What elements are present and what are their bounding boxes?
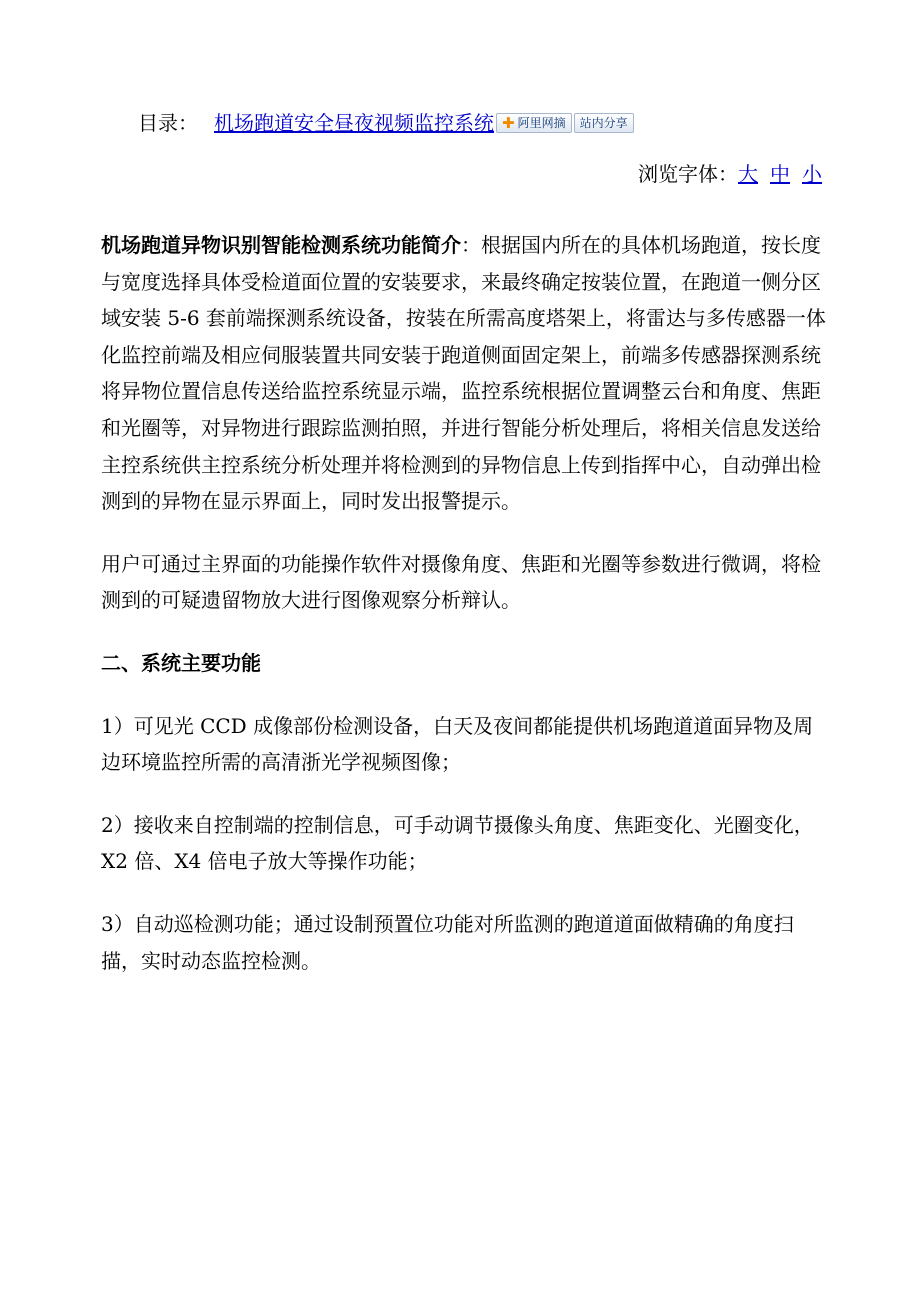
font-small-link[interactable]: 小 — [802, 162, 822, 186]
intro-text: ：根据国内所在的具体机场跑道，按长度与宽度选择具体受检道面位置的安装要求，来最终确定按装位置，在跑道一侧分区域安装 5-6 套前端探测系统设备，按装在所需高度塔架上，将雷达与多传感器一体化监控前端及相应伺服装置共同安装于跑道侧面固定架上，前端多传感器探测系统将异物位置信息传送给监控系统显示端，监控系统根据位置调整云台和角度、焦距和光圈等，对异物进行跟踪监测拍照，并进行智能分析处理后，将相关信息发送给主控系统供主控系统分析处理并将检测到的异物信息上传到指挥中心，自动弹出检测到的异物在显示界面上，同时发出报警提示。 — [101, 233, 826, 514]
share-button-label: 站内分享 — [579, 116, 628, 130]
feature-item-2: 2）接收来自控制端的控制信息，可手动调节摄像头角度、焦距变化、光圈变化，X2 倍、X4 倍电子放大等操作功能； — [101, 812, 814, 874]
article-content — [101, 227, 827, 979]
intro-heading: 机场跑道异物识别智能检测系统功能简介 — [101, 233, 461, 257]
font-size-label: 浏览字体： — [638, 162, 738, 186]
table-of-contents — [138, 108, 634, 138]
section-title: 二、系统主要功能 — [101, 650, 261, 675]
plus-icon: ✚ — [502, 113, 515, 132]
collect-button-label: 阿里网摘 — [517, 116, 566, 130]
toc-label: 目录： — [138, 111, 198, 135]
font-large-link[interactable]: 大 — [738, 162, 758, 186]
collect-button[interactable] — [496, 113, 572, 133]
feature-item-1: 1）可见光 CCD 成像部份检测设备，白天及夜间都能提供机场跑道道面异物及周边环境监控所需的高清浙光学视频图像； — [101, 713, 814, 775]
feature-item-3: 3）自动巡检测功能；通过设制预置位功能对所监测的跑道道面做精确的角度扫描，实时动态监控检测。 — [101, 911, 794, 973]
font-medium-link[interactable]: 中 — [770, 162, 790, 186]
font-size-selector — [638, 158, 822, 190]
user-paragraph: 用户可通过主界面的功能操作软件对摄像角度、焦距和光圈等参数进行微调，将检测到的可疑遗留物放大进行图像观察分析辩认。 — [101, 551, 821, 613]
share-button[interactable] — [574, 113, 634, 133]
toc-link[interactable]: 机场跑道安全昼夜视频监控系统 — [214, 111, 494, 135]
intro-paragraph — [101, 227, 827, 520]
